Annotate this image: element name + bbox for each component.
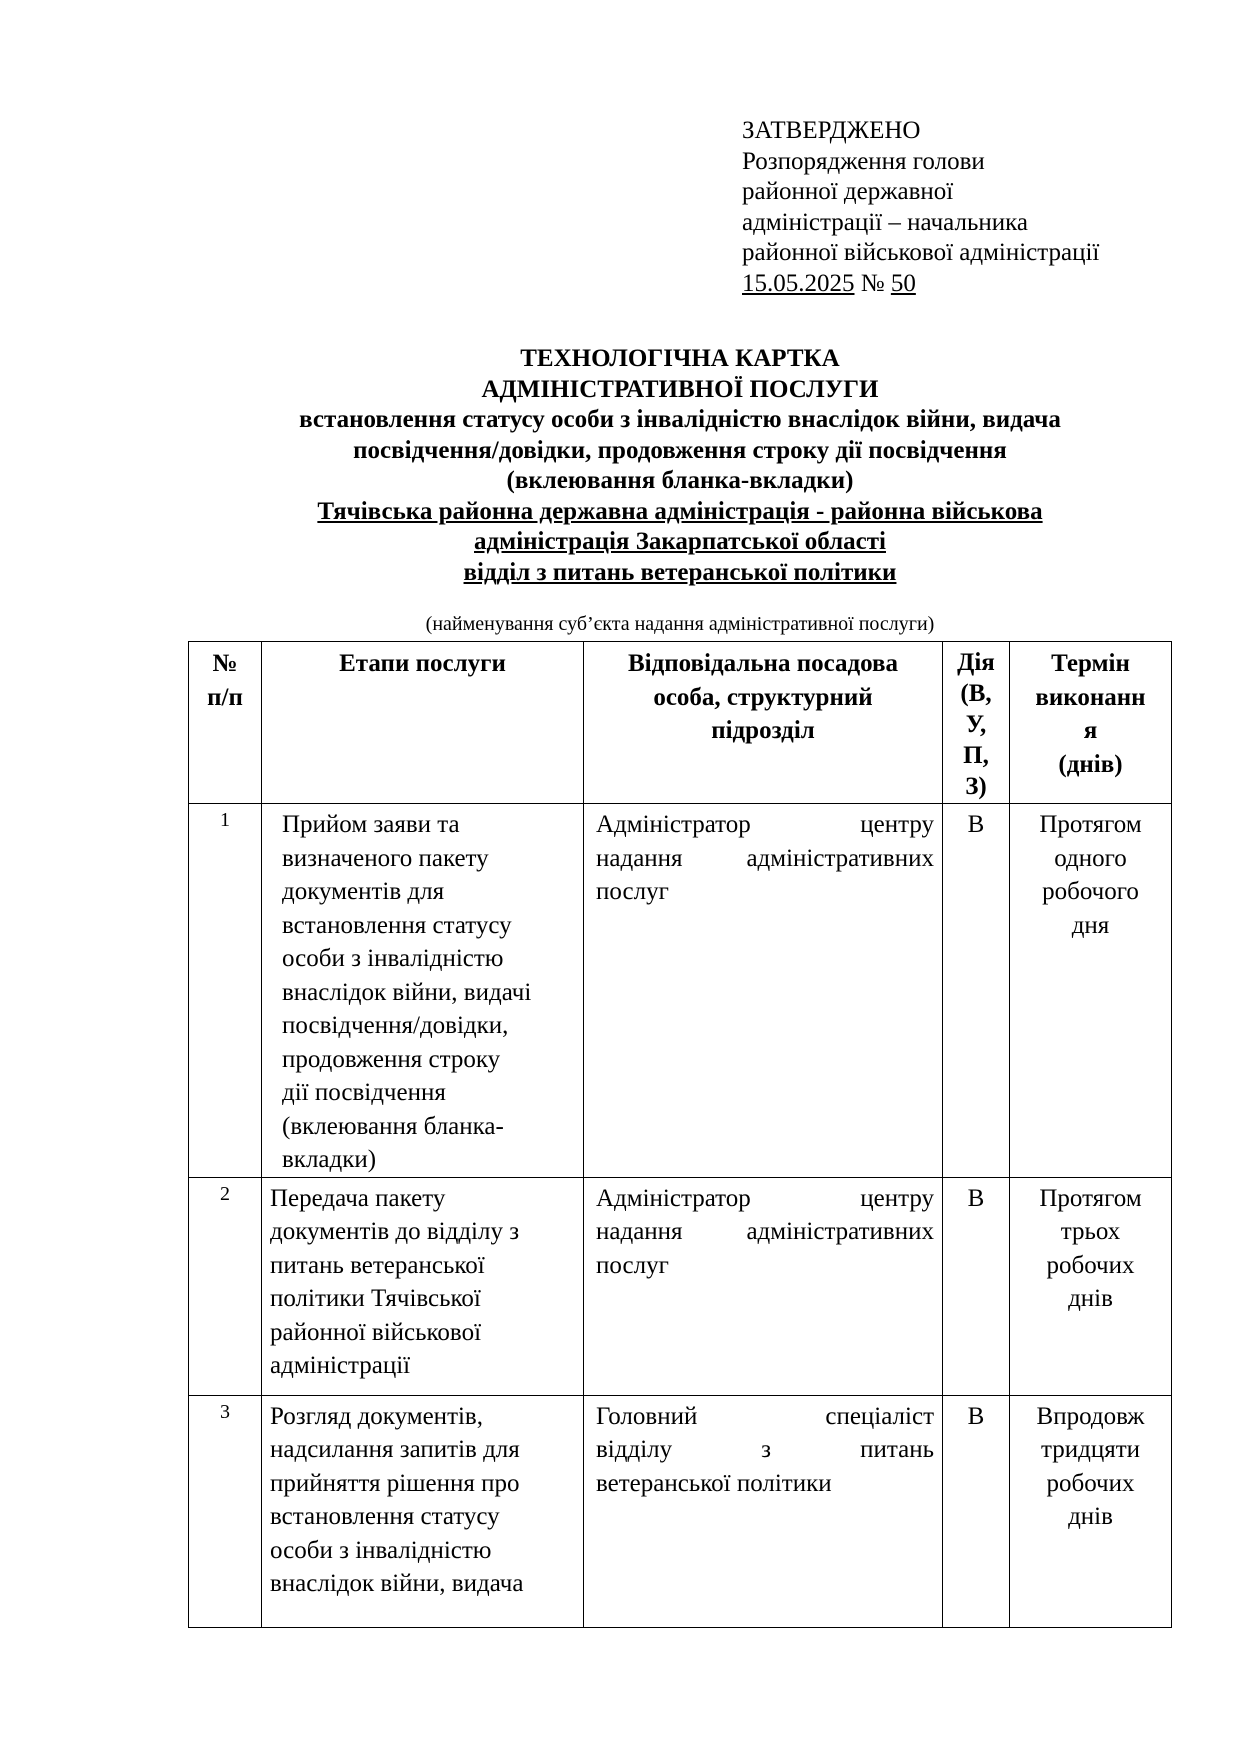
- approval-line: адміністрації – начальника: [742, 208, 1028, 236]
- subject-line: відділ з питань ветеранської політики: [463, 558, 897, 586]
- header-action: Дія (В, У, П, З): [943, 642, 1010, 804]
- header-responsible: Відповідальна посадова особа, структурний підрозділ: [584, 642, 943, 804]
- document-title: [180, 344, 1180, 588]
- subject-caption: (найменування суб’єкта надання адміністративної послуги): [425, 613, 935, 635]
- approval-number: 50: [890, 269, 916, 297]
- title-line: ТЕХНОЛОГІЧНА КАРТКА: [520, 345, 840, 372]
- row-action: В: [943, 1395, 1010, 1627]
- table-header-row: [189, 642, 1172, 804]
- approval-block: [742, 116, 1222, 299]
- subject-line: Тячівська районна державна адміністрація - районна військова: [317, 497, 1043, 525]
- row-number: 3: [189, 1395, 262, 1627]
- header-num: № п/п: [189, 642, 262, 804]
- subtitle-line: (вклеювання бланка-вкладки): [506, 467, 854, 494]
- approval-line: Розпорядження голови: [742, 147, 985, 175]
- approval-heading: ЗАТВЕРДЖЕНО: [742, 117, 921, 144]
- row-stage: Передача пакету документів до відділу з питань ветеранської політики Тячівської районної військової адміністрації: [262, 1177, 584, 1395]
- table-row: [189, 1177, 1172, 1395]
- header-stage: Етапи послуги: [262, 642, 584, 804]
- title-line: АДМІНІСТРАТИВНОЇ ПОСЛУГИ: [481, 375, 879, 403]
- row-action: В: [943, 804, 1010, 1178]
- subtitle-line: встановлення статусу особи з інвалідністю внаслідок війни, видача: [299, 406, 1061, 433]
- table-row: [189, 804, 1172, 1178]
- technology-card-table: [188, 641, 1172, 1628]
- approval-number-sign: №: [860, 269, 885, 297]
- row-responsible: Адміністратор центру надання адміністративних послуг: [584, 1177, 943, 1395]
- subtitle-line: посвідчення/довідки, продовження строку дії посвідчення: [353, 436, 1007, 464]
- approval-line: районної державної: [742, 178, 954, 205]
- row-term: Протягом трьох робочих днів: [1010, 1177, 1172, 1395]
- row-stage: Прийом заяви та визначеного пакету документів для встановлення статусу особи з інвалідністю внаслідок війни, видачі посвідчення/довідки, продовження строку дії посвідчення (вклеювання бланка- вкладки): [262, 804, 584, 1178]
- approval-line: районної військової адміністрації: [742, 239, 1100, 266]
- table-row: [189, 1395, 1172, 1627]
- row-term: Впродовж тридцяти робочих днів: [1010, 1395, 1172, 1627]
- row-action: В: [943, 1177, 1010, 1395]
- row-responsible: Адміністратор центру надання адміністративних послуг: [584, 804, 943, 1178]
- subject-line: адміністрація Закарпатської області: [474, 528, 886, 555]
- approval-date: 15.05.2025: [742, 269, 855, 297]
- row-term: Протягом одного робочого дня: [1010, 804, 1172, 1178]
- row-number: 1: [189, 804, 262, 1178]
- row-responsible: Головний спеціаліст відділу з питань ветеранської політики: [584, 1395, 943, 1627]
- approval-date-number: [742, 269, 1222, 300]
- header-term: Термін виконанн я (днів): [1010, 642, 1172, 804]
- row-number: 2: [189, 1177, 262, 1395]
- row-stage: Розгляд документів, надсилання запитів для прийняття рішення про встановлення статусу особи з інвалідністю внаслідок війни, видача: [262, 1395, 584, 1627]
